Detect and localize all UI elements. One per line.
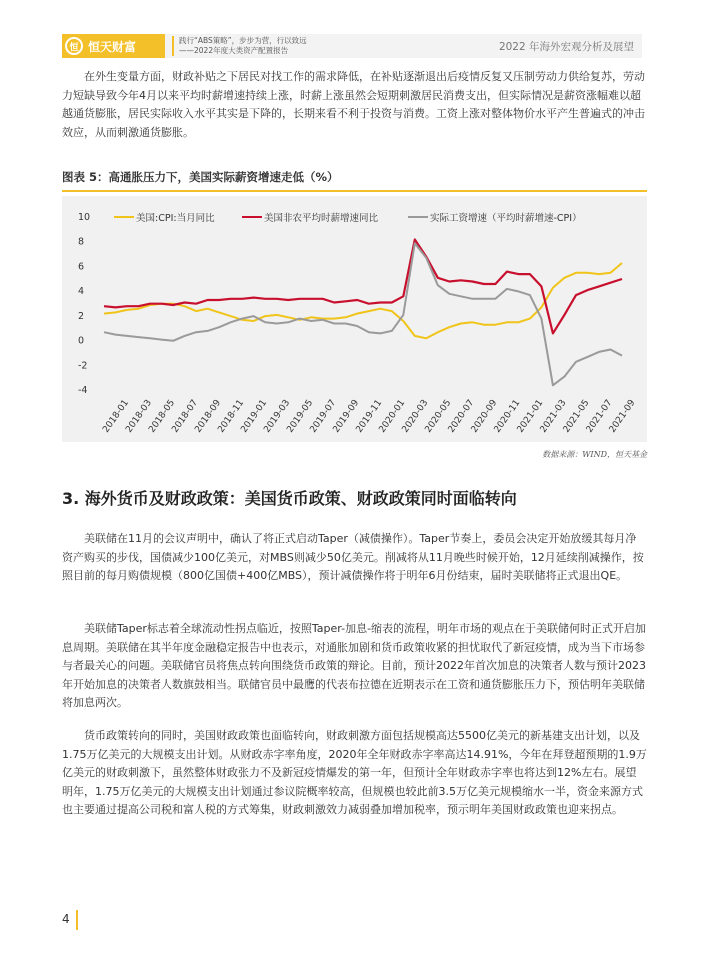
- paragraph-rate-hike: [62, 620, 647, 713]
- wage-inflation-chart: [62, 196, 647, 442]
- x-tick-label: 2018-03: [124, 398, 155, 435]
- y-tick-label: 6: [78, 261, 85, 273]
- paragraph-taper: [62, 530, 647, 586]
- x-tick-label: 2021-07: [584, 398, 615, 435]
- x-tick-label: 2021-01: [515, 398, 546, 435]
- x-tick-label: 2020-11: [492, 398, 523, 435]
- paragraph-text: 货币政策转向的同时，美国财政政策也面临转向，财政刺激方面包括规模高达5500亿美元的新基建支出计划，以及1.75万亿美元的大规模支出计划。从财政赤字率角度，2020年全年财政赤字率高达14.91%，今年在拜登超预期的1.9万亿美元的财政刺激下，虽然整体财政张力不及新冠疫情爆发的第一年，但预计全年财政赤字率也将达到12%左右。展望明年，1.75万亿美元的大规模支出计划通过参议院概率较高，但规模也较此前3.5万亿美元规模缩水一半，资金来源方式也主要通过提高公司税和富人税的方式筹集，财政刺激效力减弱叠加增加税率，预示明年美国财政政策也迎来拐点。: [62, 729, 647, 816]
- x-tick-label: 2018-09: [193, 398, 224, 435]
- page-number-bar: [76, 910, 78, 930]
- y-tick-label: 8: [78, 236, 85, 248]
- y-tick-label: 0: [78, 335, 85, 347]
- legend-label-2: 美国非农平均时薪增速同比: [264, 213, 379, 224]
- x-tick-label: 2020-01: [377, 398, 408, 435]
- x-tick-label: 2020-09: [469, 398, 500, 435]
- x-tick-label: 2020-03: [400, 398, 431, 435]
- page-number: 4: [62, 912, 70, 926]
- paragraph-text: 美联储Taper标志着全球流动性拐点临近，按照Taper-加息-缩表的流程，明年市场的观点在于美联储何时正式开启加息周期。美联储在其半年度金融稳定报告中也表示，对通胀加剧和货币政策收紧的担忧取代了新冠疫情，成为当下市场参与者最关心的问题。美联储官员将焦点转向围绕货币政策的辩论。目前，预计2022年首次加息的决策者人数与预计2023年开始加息的决策者人数旗鼓相当。联储官员中最鹰的代表布拉德在近期表示在工资和通货膨胀压力下，预估明年美联储将加息两次。: [62, 622, 647, 709]
- legend-label-1: 美国:CPI:当月同比: [136, 213, 215, 224]
- figure-title: 图表 5：高通胀压力下，美国实际薪资增速走低（%）: [62, 170, 339, 184]
- x-tick-label: 2021-03: [538, 398, 569, 435]
- x-tick-label: 2019-11: [354, 398, 385, 435]
- x-tick-label: 2020-05: [423, 398, 454, 435]
- brand-logo: [62, 34, 165, 58]
- section-title: 3. 海外货币及财政政策：美国货币政策、财政政策同时面临转向: [62, 489, 517, 508]
- x-tick-label: 2019-01: [239, 398, 270, 435]
- x-tick-label: 2020-07: [446, 398, 477, 435]
- x-tick-label: 2021-09: [607, 398, 638, 435]
- paragraph-fiscal-policy: [62, 727, 647, 820]
- x-tick-label: 2018-11: [216, 398, 247, 435]
- paragraph-text: 美联储在11月的会议声明中，确认了将正式启动Taper（减债操作）。Taper节奏上，委员会决定开始放缓其每月净资产购买的步伐，国债减少100亿美元，对MBS则减少50亿美元。削减将从11月晚些时候开始，12月延续削减操作，按照目前的每月购债规模（800亿国债+400亿MBS），预计减债操作将于明年6月份结束，届时美联储将正式退出QE。: [62, 532, 644, 582]
- x-tick-label: 2021-05: [561, 398, 592, 435]
- y-tick-label: -4: [78, 385, 88, 396]
- paragraph-labor-wages: [62, 68, 647, 142]
- series-line-3: [104, 243, 622, 385]
- y-tick-label: 10: [78, 212, 91, 223]
- x-tick-label: 2019-07: [308, 398, 339, 435]
- logo-icon: 恒: [65, 37, 83, 55]
- chart-svg: [62, 196, 647, 442]
- x-tick-label: 2018-05: [147, 398, 178, 435]
- y-tick-label: -2: [78, 360, 88, 372]
- figure-source: 数据来源：WIND，恒天基金: [542, 450, 647, 459]
- header-slogan: [172, 36, 307, 56]
- page-header: [62, 34, 642, 58]
- logo-text: 恒天财富: [88, 39, 137, 54]
- x-tick-label: 2019-09: [331, 398, 362, 435]
- paragraph-text: 在外生变量方面，财政补贴之下居民对找工作的需求降低，在补贴逐渐退出后疫情反复又压制劳动力供给复苏，劳动力短缺导致今年4月以来平均时薪增速持续上涨，时薪上涨虽然会短期刺激居民消费支出，但实际情况是薪资涨幅难以超越通货膨胀，居民实际收入水平其实是下降的，长期来看不利于投资与消费。工资上涨对整体物价水平产生普遍式的冲击效应，从而刺激通货膨胀。: [62, 70, 645, 139]
- x-tick-label: 2018-07: [170, 398, 201, 435]
- y-tick-label: 2: [78, 310, 85, 322]
- report-title: 2022 年海外宏观分析及展望: [498, 41, 634, 53]
- figure-divider: [62, 190, 647, 192]
- legend-label-3: 实际工资增速（平均时薪增速-CPI）: [430, 213, 582, 224]
- slogan-line-2: ——2022年度大类资产配置报告: [179, 46, 289, 55]
- x-tick-label: 2018-01: [101, 398, 132, 435]
- x-tick-label: 2019-03: [262, 398, 293, 435]
- slogan-line-1: 践行“ABS策略”，步步为营，行以致远: [179, 36, 307, 45]
- series-line-2: [104, 240, 622, 334]
- x-tick-label: 2019-05: [285, 398, 316, 435]
- y-tick-label: 4: [78, 286, 85, 298]
